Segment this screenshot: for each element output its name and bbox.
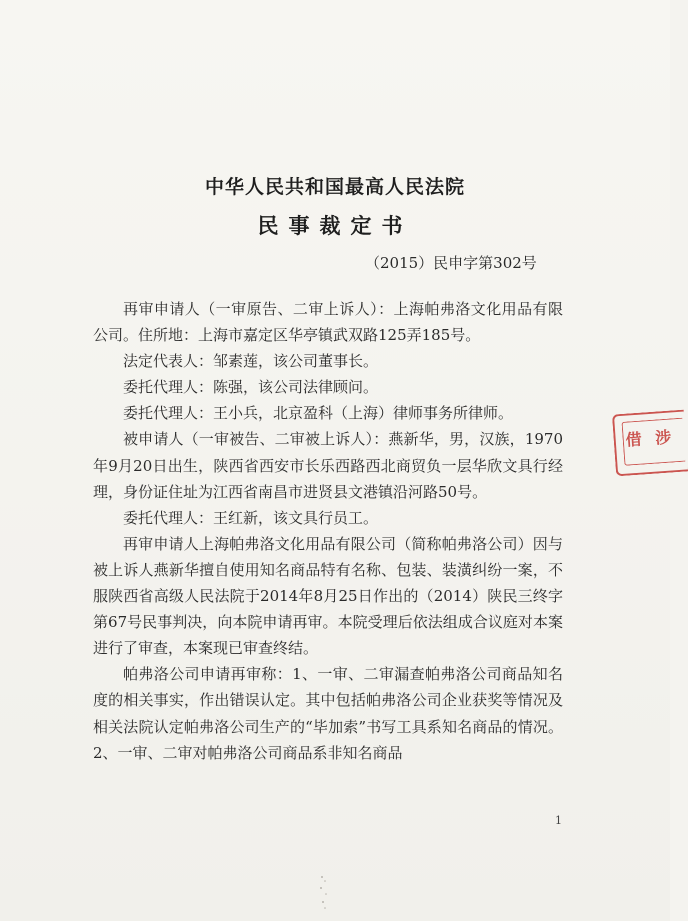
paragraph-agent-2: 委托代理人：王小兵，北京盈科（上海）律师事务所律师。 — [123, 404, 514, 423]
case-number: （2015）民申字第302号 — [365, 254, 537, 272]
paragraph-agent-1: 委托代理人：陈强，该公司法律顾问。 — [123, 378, 379, 397]
red-seal-stamp — [612, 410, 688, 477]
document-body — [93, 296, 563, 766]
document-type-title: 民事裁定书 — [257, 213, 413, 238]
paragraph-legal-representative: 法定代表人：邹素莲，该公司董事长。 — [123, 352, 379, 371]
paragraph-applicant: 再审申请人（一审原告、二审上诉人）：上海帕弗洛文化用品有限公司。住所地：上海市嘉定区华亭镇武双路125弄185号。 — [93, 300, 563, 345]
court-name: 中华人民共和国最高人民法院 — [204, 176, 465, 198]
paragraph-retrial-reasons: 帕弗洛公司申请再审称：1、一审、二审漏查帕弗洛公司商品知名度的相关事实，作出错误认定。其中包括帕弗洛公司企业获奖等情况及相关法院认定帕弗洛公司生产的“毕加索”书写工具系知名商品的情况。2、一审、二审对帕弗洛公司商品系非知名商品 — [93, 665, 563, 762]
paragraph-respondent: 被申请人（一审被告、二审被上诉人）：燕新华，男，汉族，1970年9月20日出生，陕西省西安市长乐西路西北商贸负一层华欣文具行经理，身份证住址为江西省南昌市进贤县文港镇沿河路50号。 — [93, 430, 563, 501]
page-number: 1 — [555, 814, 562, 827]
paragraph-case-background: 再审申请人上海帕弗洛文化用品有限公司（简称帕弗洛公司）因与被上诉人燕新华擅自使用知名商品特有名称、包装、装潢纠纷一案，不服陕西省高级人民法院于2014年8月25日作出的（2014）陕民三终字第67号民事判决，向本院申请再审。本院受理后依法组成合议庭对本案进行了审查，本案现已审查终结。 — [93, 534, 563, 658]
seal-text: 借 涉 — [625, 427, 676, 450]
paragraph-respondent-agent: 委托代理人：王红新，该文具行员工。 — [123, 508, 379, 527]
faint-bottom-marks — [316, 872, 336, 912]
